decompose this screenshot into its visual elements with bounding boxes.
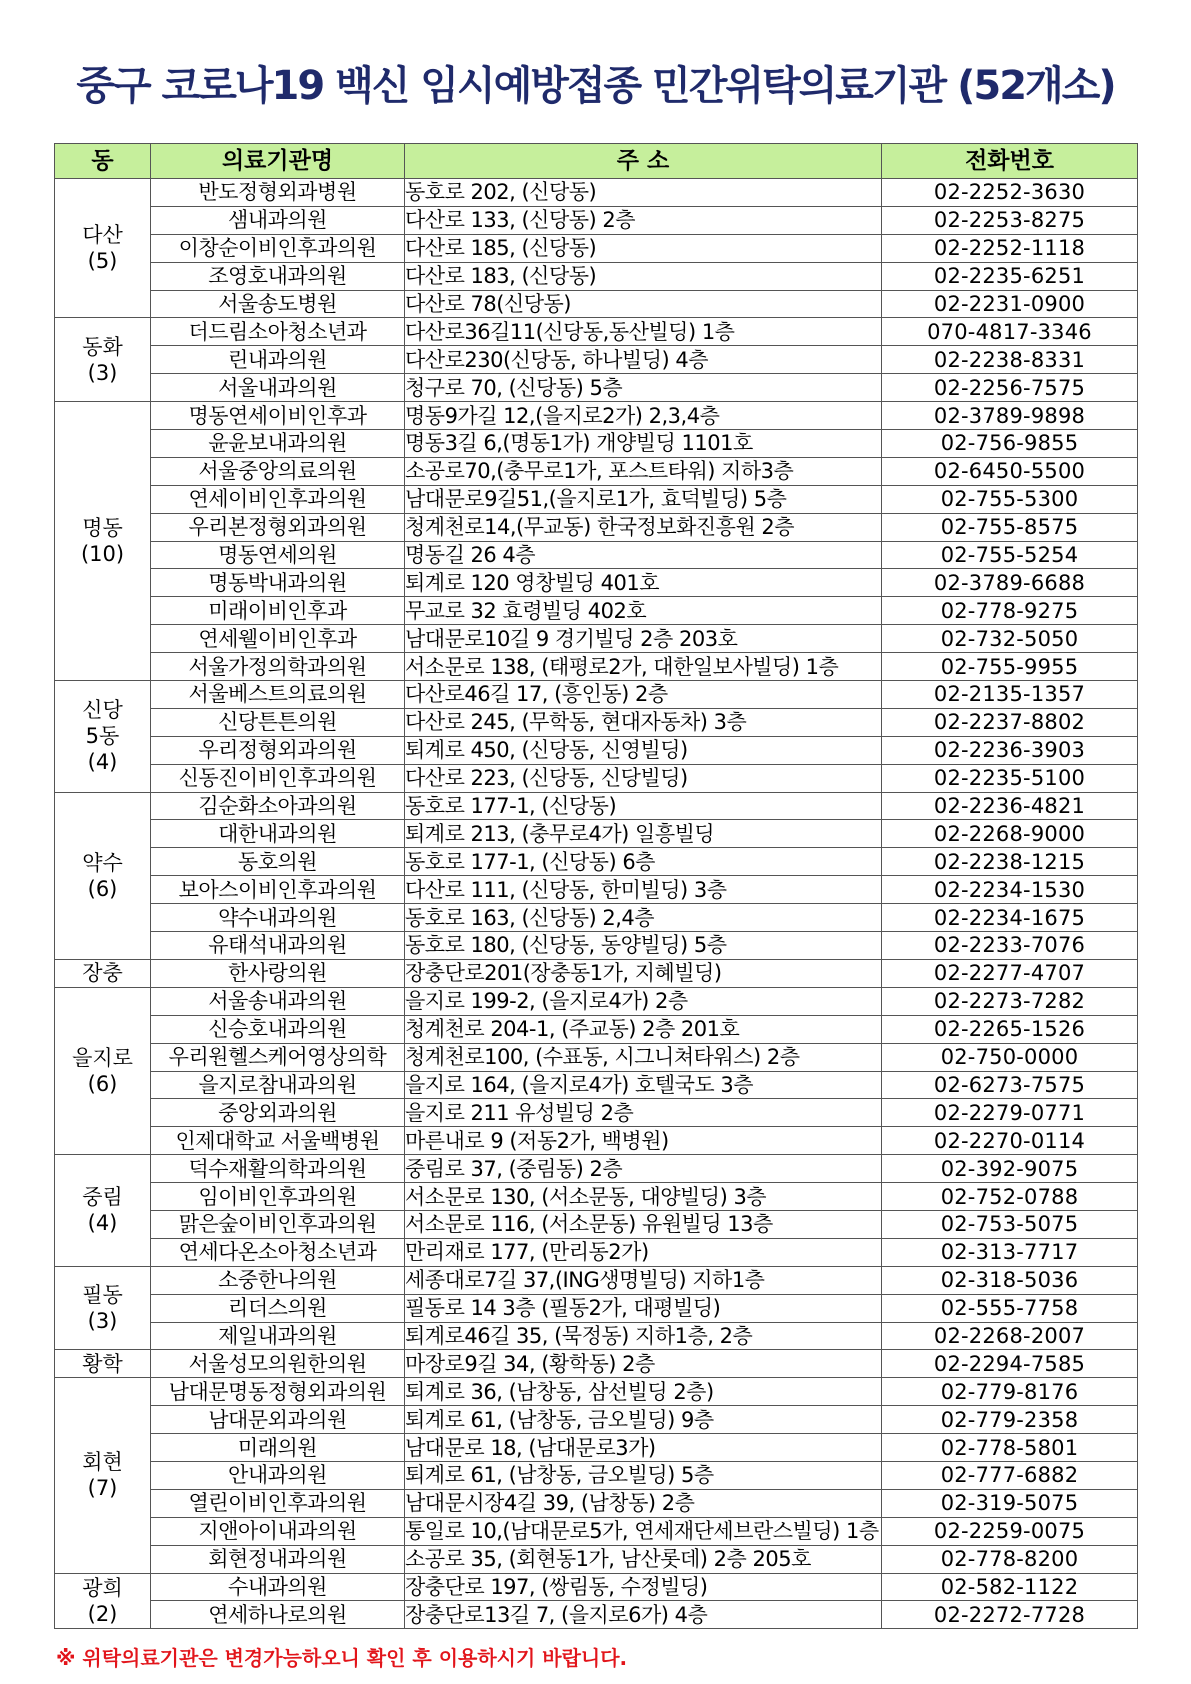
- table-row: [55, 179, 1138, 207]
- institution-address: 다산로 183, (신당동): [405, 262, 882, 290]
- institution-phone: 02-6273-7575: [882, 1071, 1138, 1099]
- table-row: [55, 569, 1138, 597]
- institution-phone: 02-2237-8802: [882, 708, 1138, 736]
- dong-label: 5동: [85, 724, 120, 749]
- institution-phone: 02-756-9855: [882, 430, 1138, 458]
- table-row: [55, 206, 1138, 234]
- institution-phone: 02-779-2358: [882, 1406, 1138, 1434]
- table-header-row: [55, 144, 1138, 179]
- dong-label: 명동: [82, 516, 123, 541]
- institution-address: 서소문로 116, (서소문동) 유원빌딩 13층: [405, 1210, 882, 1238]
- dong-label: (3): [87, 1309, 118, 1334]
- table-row: [55, 848, 1138, 876]
- institution-address: 청계천로100, (수표동, 시그니쳐타워스) 2층: [405, 1043, 882, 1071]
- dong-cell: [55, 318, 151, 402]
- table-row: [55, 597, 1138, 625]
- table-row: [55, 1517, 1138, 1545]
- institution-address: 통일로 10,(남대문로5가, 연세재단세브란스빌딩) 1층: [405, 1517, 882, 1545]
- table-row: [55, 1183, 1138, 1211]
- institution-phone: 02-755-5300: [882, 485, 1138, 513]
- institution-name: 수내과의원: [151, 1573, 405, 1601]
- institution-name: 신승호내과의원: [151, 1015, 405, 1043]
- institution-phone: 02-2252-1118: [882, 234, 1138, 262]
- dong-label: 을지로: [72, 1046, 133, 1070]
- institution-name: 서울송도병원: [151, 290, 405, 318]
- table-row: [55, 1322, 1138, 1350]
- institution-address: 퇴계로 61, (남창동, 금오빌딩) 5층: [405, 1461, 882, 1489]
- institution-phone: 02-2236-4821: [882, 792, 1138, 820]
- institution-name: 약수내과의원: [151, 904, 405, 932]
- institution-address: 퇴계로 36, (남창동, 삼선빌딩 2층): [405, 1378, 882, 1406]
- institution-address: 서소문로 130, (서소문동, 대양빌딩) 3층: [405, 1183, 882, 1211]
- institution-name: 인제대학교 서울백병원: [151, 1127, 405, 1155]
- header-dong: 동: [55, 144, 151, 179]
- institution-name: 명동박내과의원: [151, 569, 405, 597]
- institution-name: 미래이비인후과: [151, 597, 405, 625]
- dong-label: (4): [87, 1211, 118, 1236]
- institution-address: 다산로 185, (신당동): [405, 234, 882, 262]
- institution-name: 명동연세이비인후과: [151, 402, 405, 430]
- institution-address: 퇴계로 450, (신당동, 신영빌딩): [405, 736, 882, 764]
- table-row: [55, 485, 1138, 513]
- institution-phone: 02-313-7717: [882, 1238, 1138, 1266]
- institution-address: 무교로 32 효령빌딩 402호: [405, 597, 882, 625]
- institution-address: 퇴계로46길 35, (묵정동) 지하1층, 2층: [405, 1322, 882, 1350]
- institution-phone: 02-778-5801: [882, 1434, 1138, 1462]
- institution-address: 남대문로 18, (남대문로3가): [405, 1434, 882, 1462]
- dong-label: (10): [80, 542, 125, 567]
- institution-name: 반도정형외과병원: [151, 179, 405, 207]
- dong-label: 중림: [82, 1185, 123, 1210]
- table-row: [55, 1015, 1138, 1043]
- institution-phone: 02-318-5036: [882, 1266, 1138, 1294]
- institution-name: 지앤아이내과의원: [151, 1517, 405, 1545]
- institution-name: 리더스의원: [151, 1294, 405, 1322]
- dong-label: (5): [87, 249, 118, 274]
- institution-phone: 02-582-1122: [882, 1573, 1138, 1601]
- institution-address: 남대문시장4길 39, (남창동) 2층: [405, 1489, 882, 1517]
- table-row: [55, 1238, 1138, 1266]
- institution-name: 덕수재활의학과의원: [151, 1155, 405, 1183]
- institution-phone: 02-2265-1526: [882, 1015, 1138, 1043]
- table-row: [55, 1434, 1138, 1462]
- table-row: [55, 1071, 1138, 1099]
- table-row: [55, 1350, 1138, 1378]
- table-row: [55, 1266, 1138, 1294]
- table-row: [55, 318, 1138, 346]
- institution-phone: 02-2252-3630: [882, 179, 1138, 207]
- institution-address: 다산로36길11(신당동,동산빌딩) 1층: [405, 318, 882, 346]
- institution-name: 을지로참내과의원: [151, 1071, 405, 1099]
- dong-label: (6): [87, 876, 118, 901]
- table-row: [55, 987, 1138, 1015]
- institution-phone: 02-2234-1675: [882, 904, 1138, 932]
- table-row: [55, 1043, 1138, 1071]
- institution-phone: 02-2238-1215: [882, 848, 1138, 876]
- institution-address: 청계천로14,(무교동) 한국정보화진흥원 2층: [405, 513, 882, 541]
- institution-name: 한사랑의원: [151, 959, 405, 987]
- institution-phone: 02-2294-7585: [882, 1350, 1138, 1378]
- dong-cell: [55, 1378, 151, 1573]
- institution-phone: 02-2135-1357: [882, 681, 1138, 709]
- institution-address: 장충단로201(장충동1가, 지혜빌딩): [405, 959, 882, 987]
- institution-address: 중림로 37, (중림동) 2층: [405, 1155, 882, 1183]
- institution-phone: 02-2279-0771: [882, 1099, 1138, 1127]
- institution-phone: 02-752-0788: [882, 1183, 1138, 1211]
- dong-label: (4): [87, 750, 118, 775]
- institution-name: 윤윤보내과의원: [151, 430, 405, 458]
- institution-name: 서울송내과의원: [151, 987, 405, 1015]
- institution-phone: 02-3789-6688: [882, 569, 1138, 597]
- dong-cell: [55, 792, 151, 959]
- institution-name: 이창순이비인후과의원: [151, 234, 405, 262]
- institution-phone: 02-755-8575: [882, 513, 1138, 541]
- table-row: [55, 653, 1138, 681]
- institution-address: 다산로 245, (무학동, 현대자동차) 3층: [405, 708, 882, 736]
- institution-name: 중앙외과의원: [151, 1099, 405, 1127]
- table-row: [55, 513, 1138, 541]
- institution-name: 미래의원: [151, 1434, 405, 1462]
- institution-phone: 02-778-9275: [882, 597, 1138, 625]
- institution-address: 남대문로10길 9 경기빌딩 2층 203호: [405, 625, 882, 653]
- table-row: [55, 736, 1138, 764]
- institution-name: 안내과의원: [151, 1461, 405, 1489]
- institution-name: 소중한나의원: [151, 1266, 405, 1294]
- table-row: [55, 904, 1138, 932]
- institution-phone: 02-3789-9898: [882, 402, 1138, 430]
- institution-phone: 02-2273-7282: [882, 987, 1138, 1015]
- institution-phone: 02-755-5254: [882, 541, 1138, 569]
- institution-address: 동호로 180, (신당동, 동양빌딩) 5층: [405, 932, 882, 960]
- institution-address: 퇴계로 120 영창빌딩 401호: [405, 569, 882, 597]
- institution-address: 동호로 177-1, (신당동) 6층: [405, 848, 882, 876]
- institution-phone: 02-750-0000: [882, 1043, 1138, 1071]
- dong-cell: [55, 987, 151, 1154]
- institution-phone: 02-779-8176: [882, 1378, 1138, 1406]
- institution-address: 소공로 35, (회현동1가, 남산롯데) 2층 205호: [405, 1545, 882, 1573]
- table-row: [55, 402, 1138, 430]
- institution-name: 서울내과의원: [151, 374, 405, 402]
- page-title: 중구 코로나19 백신 임시예방접종 민간위탁의료기관 (52개소): [76, 63, 1115, 109]
- table-row: [55, 1210, 1138, 1238]
- institution-name: 대한내과의원: [151, 820, 405, 848]
- institution-address: 청계천로 204-1, (주교동) 2층 201호: [405, 1015, 882, 1043]
- table-row: [55, 959, 1138, 987]
- institution-phone: 02-732-5050: [882, 625, 1138, 653]
- institution-table: [54, 143, 1138, 1629]
- institution-phone: 02-2233-7076: [882, 932, 1138, 960]
- institution-name: 맑은숲이비인후과의원: [151, 1210, 405, 1238]
- institution-phone: 02-2231-0900: [882, 290, 1138, 318]
- institution-address: 남대문로9길51,(을지로1가, 효덕빌딩) 5층: [405, 485, 882, 513]
- institution-phone: 02-778-8200: [882, 1545, 1138, 1573]
- table-row: [55, 1545, 1138, 1573]
- dong-label: 회현: [82, 1450, 123, 1475]
- institution-address: 을지로 164, (을지로4가) 호텔국도 3층: [405, 1071, 882, 1099]
- institution-phone: 02-755-9955: [882, 653, 1138, 681]
- institution-phone: 02-777-6882: [882, 1461, 1138, 1489]
- institution-name: 신동진이비인후과의원: [151, 764, 405, 792]
- header-address: 주 소: [405, 144, 882, 179]
- institution-address: 마장로9길 34, (황학동) 2층: [405, 1350, 882, 1378]
- dong-cell: [55, 1350, 151, 1378]
- institution-address: 다산로 111, (신당동, 한미빌딩) 3층: [405, 876, 882, 904]
- header-phone: 전화번호: [882, 144, 1138, 179]
- table-row: [55, 932, 1138, 960]
- dong-label: 다산: [82, 223, 123, 248]
- dong-label: 약수: [82, 850, 123, 875]
- institution-name: 김순화소아과의원: [151, 792, 405, 820]
- dong-label: (6): [87, 1072, 118, 1096]
- institution-phone: 02-319-5075: [882, 1489, 1138, 1517]
- table-row: [55, 681, 1138, 709]
- table-row: [55, 1573, 1138, 1601]
- institution-address: 다산로 78(신당동): [405, 290, 882, 318]
- dong-cell: [55, 179, 151, 318]
- institution-address: 다산로 133, (신당동) 2층: [405, 206, 882, 234]
- table-row: [55, 792, 1138, 820]
- institution-phone: 02-2235-5100: [882, 764, 1138, 792]
- dong-label: 동화: [82, 334, 123, 359]
- table-row: [55, 1294, 1138, 1322]
- dong-label: 필동: [82, 1283, 123, 1308]
- institution-name: 연세다온소아청소년과: [151, 1238, 405, 1266]
- institution-name: 남대문외과의원: [151, 1406, 405, 1434]
- dong-label: 장충: [82, 961, 123, 986]
- institution-name: 샘내과의원: [151, 206, 405, 234]
- table-row: [55, 1378, 1138, 1406]
- table-row: [55, 457, 1138, 485]
- institution-address: 장충단로13길 7, (을지로6가) 4층: [405, 1601, 882, 1629]
- institution-name: 조영호내과의원: [151, 262, 405, 290]
- institution-address: 명동길 26 4층: [405, 541, 882, 569]
- institution-address: 장충단로 197, (쌍림동, 수정빌딩): [405, 1573, 882, 1601]
- dong-label: (2): [87, 1601, 118, 1626]
- institution-phone: 02-2277-4707: [882, 959, 1138, 987]
- institution-phone: 02-2238-8331: [882, 346, 1138, 374]
- institution-phone: 02-2268-9000: [882, 820, 1138, 848]
- table-row: [55, 708, 1138, 736]
- table-row: [55, 262, 1138, 290]
- institution-address: 명동3길 6,(명동1가) 개양빌딩 1101호: [405, 430, 882, 458]
- institution-address: 다산로46길 17, (흥인동) 2층: [405, 681, 882, 709]
- table-row: [55, 764, 1138, 792]
- institution-address: 퇴계로 61, (남창동, 금오빌딩) 9층: [405, 1406, 882, 1434]
- table-row: [55, 1099, 1138, 1127]
- institution-name: 연세하나로의원: [151, 1601, 405, 1629]
- table-row: [55, 1406, 1138, 1434]
- institution-name: 신당튼튼의원: [151, 708, 405, 736]
- header-name: 의료기관명: [151, 144, 405, 179]
- institution-address: 청구로 70, (신당동) 5층: [405, 374, 882, 402]
- table-row: [55, 1155, 1138, 1183]
- institution-name: 우리정형외과의원: [151, 736, 405, 764]
- table-row: [55, 541, 1138, 569]
- institution-address: 만리재로 177, (만리동2가): [405, 1238, 882, 1266]
- institution-name: 린내과의원: [151, 346, 405, 374]
- institution-address: 마른내로 9 (저동2가, 백병원): [405, 1127, 882, 1155]
- table-body: [55, 179, 1138, 1629]
- table-row: [55, 1461, 1138, 1489]
- institution-phone: 02-2256-7575: [882, 374, 1138, 402]
- institution-address: 동호로 163, (신당동) 2,4층: [405, 904, 882, 932]
- institution-phone: 02-753-5075: [882, 1210, 1138, 1238]
- institution-name: 회현정내과의원: [151, 1545, 405, 1573]
- institution-phone: 02-2236-3903: [882, 736, 1138, 764]
- institution-name: 서울가정의학과의원: [151, 653, 405, 681]
- institution-name: 우리원헬스케어영상의학: [151, 1043, 405, 1071]
- table-row: [55, 1601, 1138, 1629]
- dong-label: 광희: [82, 1575, 123, 1600]
- dong-cell: [55, 1155, 151, 1267]
- institution-phone: 070-4817-3346: [882, 318, 1138, 346]
- institution-name: 남대문명동정형외과의원: [151, 1378, 405, 1406]
- institution-address: 다산로 223, (신당동, 신당빌딩): [405, 764, 882, 792]
- table-row: [55, 234, 1138, 262]
- institution-name: 명동연세의원: [151, 541, 405, 569]
- institution-name: 유태석내과의원: [151, 932, 405, 960]
- institution-name: 임이비인후과의원: [151, 1183, 405, 1211]
- institution-phone: 02-555-7758: [882, 1294, 1138, 1322]
- dong-label: 황학: [82, 1351, 123, 1376]
- dong-cell: [55, 959, 151, 987]
- institution-address: 다산로230(신당동, 하나빌딩) 4층: [405, 346, 882, 374]
- table-row: [55, 876, 1138, 904]
- institution-name: 동호의원: [151, 848, 405, 876]
- dong-cell: [55, 1266, 151, 1350]
- institution-address: 명동9가길 12,(을지로2가) 2,3,4층: [405, 402, 882, 430]
- institution-name: 연세웰이비인후과: [151, 625, 405, 653]
- table-row: [55, 374, 1138, 402]
- table-row: [55, 430, 1138, 458]
- dong-cell: [55, 681, 151, 793]
- institution-phone: 02-2234-1530: [882, 876, 1138, 904]
- institution-address: 동호로 202, (신당동): [405, 179, 882, 207]
- institution-address: 을지로 199-2, (을지로4가) 2층: [405, 987, 882, 1015]
- institution-phone: 02-2268-2007: [882, 1322, 1138, 1350]
- institution-phone: 02-6450-5500: [882, 457, 1138, 485]
- table-row: [55, 820, 1138, 848]
- institution-phone: 02-392-9075: [882, 1155, 1138, 1183]
- dong-cell: [55, 402, 151, 681]
- institution-address: 퇴계로 213, (충무로4가) 일흥빌딩: [405, 820, 882, 848]
- institution-phone: 02-2235-6251: [882, 262, 1138, 290]
- institution-phone: 02-2272-7728: [882, 1601, 1138, 1629]
- institution-address: 세종대로7길 37,(ING생명빌딩) 지하1층: [405, 1266, 882, 1294]
- dong-label: 신당: [82, 698, 123, 723]
- institution-name: 제일내과의원: [151, 1322, 405, 1350]
- table-row: [55, 346, 1138, 374]
- institution-name: 서울중앙의료의원: [151, 457, 405, 485]
- institution-name: 연세이비인후과의원: [151, 485, 405, 513]
- table-row: [55, 1127, 1138, 1155]
- institution-address: 소공로70,(충무로1가, 포스트타워) 지하3층: [405, 457, 882, 485]
- institution-phone: 02-2270-0114: [882, 1127, 1138, 1155]
- table-row: [55, 1489, 1138, 1517]
- institution-name: 우리본정형외과의원: [151, 513, 405, 541]
- institution-name: 서울베스트의료의원: [151, 681, 405, 709]
- dong-label: (7): [87, 1476, 118, 1501]
- institution-address: 서소문로 138, (태평로2가, 대한일보사빌딩) 1층: [405, 653, 882, 681]
- institution-phone: 02-2259-0075: [882, 1517, 1138, 1545]
- footer-note: ※ 위탁의료기관은 변경가능하오니 확인 후 이용하시기 바랍니다.: [56, 1646, 628, 1670]
- institution-name: 열린이비인후과의원: [151, 1489, 405, 1517]
- institution-address: 동호로 177-1, (신당동): [405, 792, 882, 820]
- table-row: [55, 625, 1138, 653]
- dong-label: (3): [87, 360, 118, 385]
- dong-cell: [55, 1573, 151, 1629]
- institution-name: 보아스이비인후과의원: [151, 876, 405, 904]
- institution-address: 을지로 211 유성빌딩 2층: [405, 1099, 882, 1127]
- table-row: [55, 290, 1138, 318]
- institution-name: 더드림소아청소년과: [151, 318, 405, 346]
- institution-name: 서울성모의원한의원: [151, 1350, 405, 1378]
- institution-phone: 02-2253-8275: [882, 206, 1138, 234]
- institution-address: 필동로 14 3층 (필동2가, 대평빌딩): [405, 1294, 882, 1322]
